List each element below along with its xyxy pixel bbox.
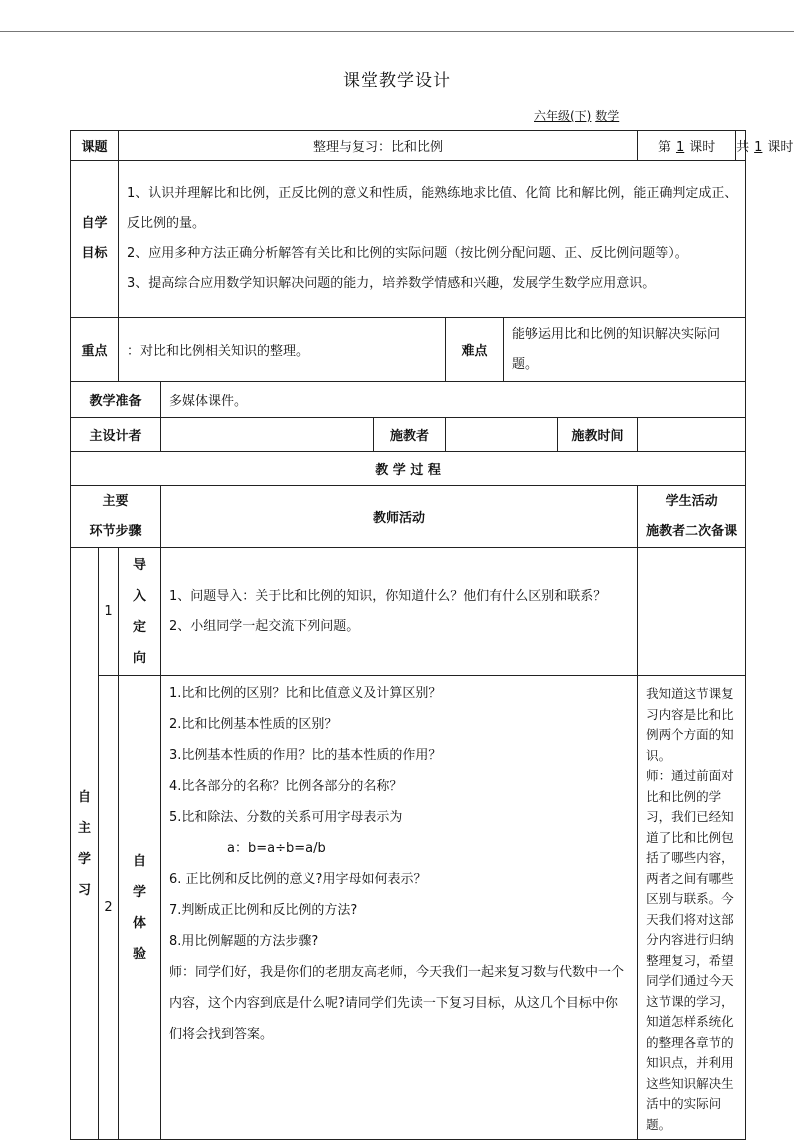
formula: a：b=a÷b=a/b	[227, 841, 326, 856]
period-cell: 第 1 课时	[638, 131, 736, 161]
grade-subject	[534, 107, 619, 124]
topic-row	[71, 131, 746, 161]
question-item: 2.比和比例基本性质的区别？	[169, 717, 338, 732]
focus-row	[71, 318, 746, 382]
key-point-label: 重点	[71, 318, 119, 382]
step-column-header: 主要 环节步骤	[71, 486, 161, 548]
subject-value: 数学	[595, 109, 620, 123]
time-value	[638, 418, 746, 452]
time-label: 施教时间	[558, 418, 638, 452]
student-activity: 我知道这节课复习内容是比和比例两个方面的知识。 师：通过前面对比和比例的学习，我们已经知道了比和比例包括了哪些内容，两者之间有哪些区别与联系。今天我们将对这部分内容进行归纳整理复习，希望同学们通过今天这节课的学习，知道怎样系统化的整理各章节的知识点，并利用这些知识解决生活中的实际问题。	[638, 676, 746, 1140]
goal-item: 1、认识并理解比和比例，正反比例的意义和性质，能熟练地求比值、化简 比和解比例，能正确判定成正、反比例的量。	[127, 186, 738, 231]
process-header-row	[71, 486, 746, 548]
section-label: 自 主 学 习	[71, 548, 99, 1140]
top-rule	[0, 31, 794, 32]
designer-value	[161, 418, 374, 452]
step-row-2	[71, 676, 746, 1140]
step-number: 1	[99, 548, 119, 676]
student-column-header: 学生活动 施教者二次备课	[638, 486, 746, 548]
difficulty-value: 能够运用比和比例的知识解决实际问题。	[504, 318, 746, 382]
step-name: 自 学 体 验	[119, 676, 161, 1140]
question-item: 5.比和除法、分数的关系可用字母表示为	[169, 810, 403, 825]
teacher-label: 施教者	[374, 418, 446, 452]
step-row-1	[71, 548, 746, 676]
student-activity	[638, 548, 746, 676]
teacher-closing: 师：同学们好，我是你们的老朋友高老师，今天我们一起来复习数与代数中一个内容，这个内容到底是什么呢?请同学们先读一下复习目标，从这几个目标中你们将会找到答案。	[169, 965, 625, 1042]
key-point-value: ：对比和比例相关知识的整理。	[119, 318, 446, 382]
step-number: 2	[99, 676, 119, 1140]
period-number: 1	[675, 140, 685, 155]
prep-label: 教学准备	[71, 382, 161, 418]
goal-item: 3、提高综合应用数学知识解决问题的能力，培养数学情感和兴趣，发展学生数学应用意识。	[127, 276, 656, 291]
lesson-plan-table	[70, 130, 794, 1140]
goals-list	[119, 161, 746, 318]
teacher-activity: 1、问题导入：关于比和比例的知识，你知道什么？他们有什么区别和联系？ 2、小组同学一起交流下列问题。	[161, 548, 638, 676]
goals-row	[71, 161, 746, 318]
step-name: 导 入 定 向	[119, 548, 161, 676]
goals-label: 自学 目标	[71, 161, 119, 318]
topic-label: 课题	[71, 131, 119, 161]
grade-value: 六年级(下)	[534, 109, 592, 123]
question-item: 1.比和比例的区别？比和比值意义及计算区别？	[169, 686, 442, 701]
question-item: 8.用比例解题的方法步骤?	[169, 934, 319, 949]
total-number: 1	[754, 140, 763, 155]
page-title: 课堂教学设计	[343, 71, 451, 91]
question-item: 4.比各部分的名称？比例各部分的名称？	[169, 779, 403, 794]
question-item: 7.判断成正比例和反比例的方法?	[169, 903, 358, 918]
total-periods-cell: 共 1 课时	[736, 131, 746, 161]
designer-label: 主设计者	[71, 418, 161, 452]
goal-item: 2、应用多种方法正确分析解答有关比和比例的实际问题（按比例分配问题、正、反比例问题等）。	[127, 246, 688, 261]
question-item: 6. 正比例和反比例的意义?用字母如何表示？	[169, 872, 427, 887]
teacher-column-header: 教师活动	[161, 486, 638, 548]
question-item: 3.比例基本性质的作用？比的基本性质的作用？	[169, 748, 442, 763]
prep-value: 多媒体课件。	[161, 382, 746, 418]
prep-row	[71, 382, 746, 418]
teacher-value	[446, 418, 558, 452]
process-title: 教 学 过 程	[71, 452, 746, 486]
teacher-activity	[161, 676, 638, 1140]
process-title-row	[71, 452, 746, 486]
designer-row	[71, 418, 746, 452]
topic-value: 整理与复习：比和比例	[119, 131, 638, 161]
difficulty-label: 难点	[446, 318, 504, 382]
